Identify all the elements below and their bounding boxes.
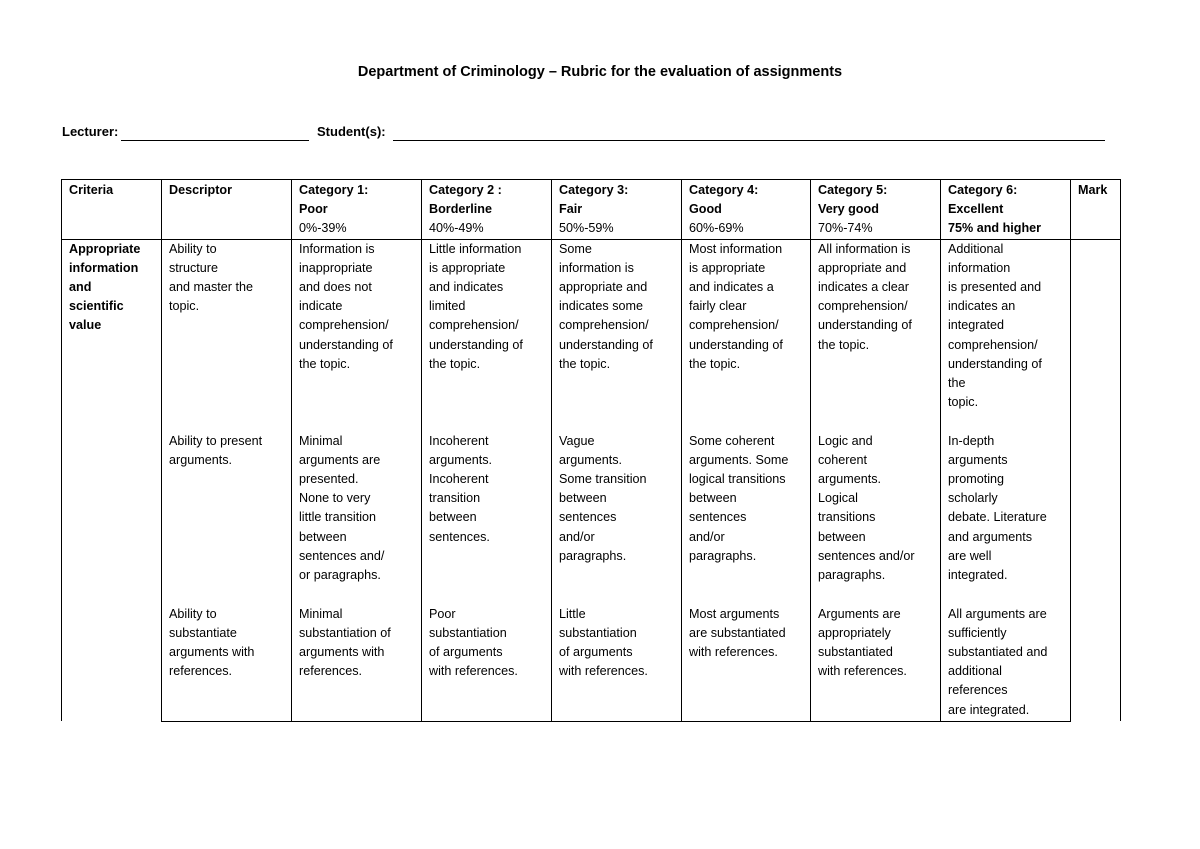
rubric-cell xyxy=(292,432,422,605)
header-criteria: Criteria xyxy=(62,180,162,240)
header-category-1 xyxy=(292,180,422,240)
cell-text: Some information is appropriate and indicates some comprehension/ understanding of the topic. xyxy=(559,241,653,371)
rubric-cell xyxy=(941,605,1071,722)
lecturer-student-line xyxy=(62,124,1122,144)
category-label: Category 4: xyxy=(689,183,759,197)
rubric-cell xyxy=(682,432,811,605)
cell-text: Minimal arguments are presented. None to very little transition between sentences and/ or paragraphs. xyxy=(299,433,385,583)
category-name: Borderline xyxy=(429,202,492,217)
rubric-cell xyxy=(811,239,941,432)
descriptor-cell xyxy=(162,239,292,432)
header-row xyxy=(62,180,1121,240)
category-label: Category 3: xyxy=(559,183,629,197)
category-name: Fair xyxy=(559,202,583,217)
cell-text: All arguments are sufficiently substantiated and additional references are integrated. xyxy=(948,606,1048,717)
category-name: Very good xyxy=(818,202,879,217)
cell-text: Arguments are appropriately substantiated with references. xyxy=(818,606,907,679)
rubric-cell xyxy=(292,605,422,722)
student-label: Student(s): xyxy=(317,124,386,139)
category-label: Category 5: xyxy=(818,183,888,197)
category-name: Excellent xyxy=(948,202,1004,217)
category-range: 60%-69% xyxy=(689,221,744,236)
rubric-cell xyxy=(552,605,682,722)
criterion-cell xyxy=(62,239,162,721)
cell-text: Incoherent arguments. Incoherent transition between sentences. xyxy=(429,433,492,544)
header-category-4 xyxy=(682,180,811,240)
category-name: Good xyxy=(689,202,722,217)
lecturer-blank[interactable] xyxy=(121,140,309,141)
cell-text: Some coherent arguments. Some logical transitions between sentences and/or paragraphs. xyxy=(689,433,789,563)
rubric-cell xyxy=(552,432,682,605)
lecturer-label: Lecturer: xyxy=(62,124,119,139)
rubric-cell xyxy=(292,239,422,432)
cell-text: Most arguments are substantiated with references. xyxy=(689,606,786,660)
mark-cell[interactable] xyxy=(1071,239,1121,721)
descriptor-text: Ability to substantiate arguments with references. xyxy=(169,606,255,679)
header-category-6 xyxy=(941,180,1071,240)
rubric-row-arguments xyxy=(62,432,1121,605)
rubric-cell xyxy=(422,239,552,432)
student-blank[interactable] xyxy=(393,140,1105,141)
criterion-text: Appropriate information and scientific value xyxy=(69,241,141,333)
cell-text: Logic and coherent arguments. Logical transitions between sentences and/or paragraphs. xyxy=(818,433,915,583)
header-category-3 xyxy=(552,180,682,240)
cell-text: Minimal substantiation of arguments with references. xyxy=(299,606,391,679)
category-label: Category 6: xyxy=(948,183,1018,197)
cell-text: Vague arguments. Some transition between sentences and/or paragraphs. xyxy=(559,433,647,563)
cell-text: Additional information is presented and indicates an integrated comprehension/ understanding of the topic. xyxy=(948,241,1042,410)
rubric-cell xyxy=(422,605,552,722)
rubric-table xyxy=(61,179,1121,722)
rubric-cell xyxy=(811,605,941,722)
category-range: 70%-74% xyxy=(818,221,873,236)
cell-text: In-depth arguments promoting scholarly debate. Literature and arguments are well integrated. xyxy=(948,433,1047,583)
cell-text: Little information is appropriate and indicates limited comprehension/ understanding of the topic. xyxy=(429,241,523,371)
rubric-row-references xyxy=(62,605,1121,722)
header-mark: Mark xyxy=(1071,180,1121,240)
category-range: 0%-39% xyxy=(299,221,347,236)
rubric-cell xyxy=(682,605,811,722)
category-range: 75% and higher xyxy=(948,221,1042,236)
rubric-cell xyxy=(941,239,1071,432)
cell-text: Information is inappropriate and does not indicate comprehension/ understanding of the topic. xyxy=(299,241,393,371)
rubric-row-structure xyxy=(62,239,1121,432)
header-descriptor: Descriptor xyxy=(162,180,292,240)
rubric-cell xyxy=(422,432,552,605)
cell-text: Most information is appropriate and indicates a fairly clear comprehension/ understanding of the topic. xyxy=(689,241,783,371)
category-label: Category 1: xyxy=(299,183,369,197)
category-range: 50%-59% xyxy=(559,221,614,236)
header-category-2 xyxy=(422,180,552,240)
rubric-cell xyxy=(811,432,941,605)
rubric-cell xyxy=(682,239,811,432)
descriptor-text: Ability to structure and master the topic. xyxy=(169,241,254,314)
category-name: Poor xyxy=(299,202,328,217)
cell-text: Little substantiation of arguments with references. xyxy=(559,606,648,679)
cell-text: All information is appropriate and indicates a clear comprehension/ understanding of the topic. xyxy=(818,241,912,352)
descriptor-cell xyxy=(162,432,292,605)
descriptor-text: Ability to present arguments. xyxy=(169,433,263,467)
rubric-cell xyxy=(941,432,1071,605)
header-category-5 xyxy=(811,180,941,240)
category-label: Category 2 : xyxy=(429,183,502,197)
cell-text: Poor substantiation of arguments with references. xyxy=(429,606,518,679)
category-range: 40%-49% xyxy=(429,221,484,236)
rubric-cell xyxy=(552,239,682,432)
descriptor-cell xyxy=(162,605,292,722)
page-title: Department of Criminology – Rubric for the evaluation of assignments xyxy=(357,64,843,80)
